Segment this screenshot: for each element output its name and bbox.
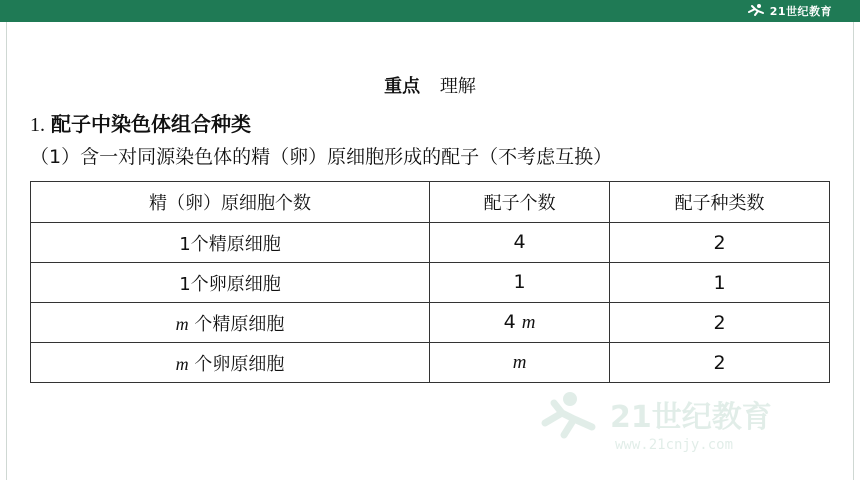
watermark-subtext: www.21cnjy.com [615, 437, 734, 453]
heading [30, 108, 251, 137]
cell-types: 2 [610, 223, 830, 263]
table-row [31, 303, 830, 343]
cell-types: 2 [610, 343, 830, 383]
header-cell-gamete-types: 配子种类数 [610, 182, 830, 223]
cell-types: 2 [610, 303, 830, 343]
table-row [31, 263, 830, 303]
cell-count: 4 [430, 223, 610, 263]
header-cell-gamete-count: 配子个数 [430, 182, 610, 223]
cell-count: m [430, 343, 610, 383]
section-title [0, 72, 860, 98]
cell-count: 4 m [430, 303, 610, 343]
cell-label: 1个精原细胞 [31, 223, 430, 263]
table-row [31, 343, 830, 383]
cell-count: 1 [430, 263, 610, 303]
brand-logo [746, 2, 832, 20]
watermark-logo [540, 385, 840, 455]
section-keyword-1: 重点 [384, 76, 421, 97]
cell-types: 1 [610, 263, 830, 303]
top-banner [0, 0, 860, 22]
subheading: （1）含一对同源染色体的精（卵）原细胞形成的配子（不考虑互换） [30, 146, 613, 168]
gamete-table [30, 181, 830, 383]
logo-text: 21世纪教育 [769, 5, 832, 18]
heading-text: 配子中染色体组合种类 [51, 112, 251, 136]
cell-label: m 个卵原细胞 [31, 343, 430, 383]
cell-label: 1个卵原细胞 [31, 263, 430, 303]
watermark-text: 21世纪教育 [610, 400, 772, 435]
section-keyword-2: 理解 [439, 76, 476, 97]
header-cell-cells: 精（卵）原细胞个数 [31, 182, 430, 223]
heading-number: 1. [30, 114, 45, 136]
runner-logo-icon [746, 3, 766, 19]
table-row [31, 223, 830, 263]
table-header-row [31, 182, 830, 223]
cell-label: m 个精原细胞 [31, 303, 430, 343]
